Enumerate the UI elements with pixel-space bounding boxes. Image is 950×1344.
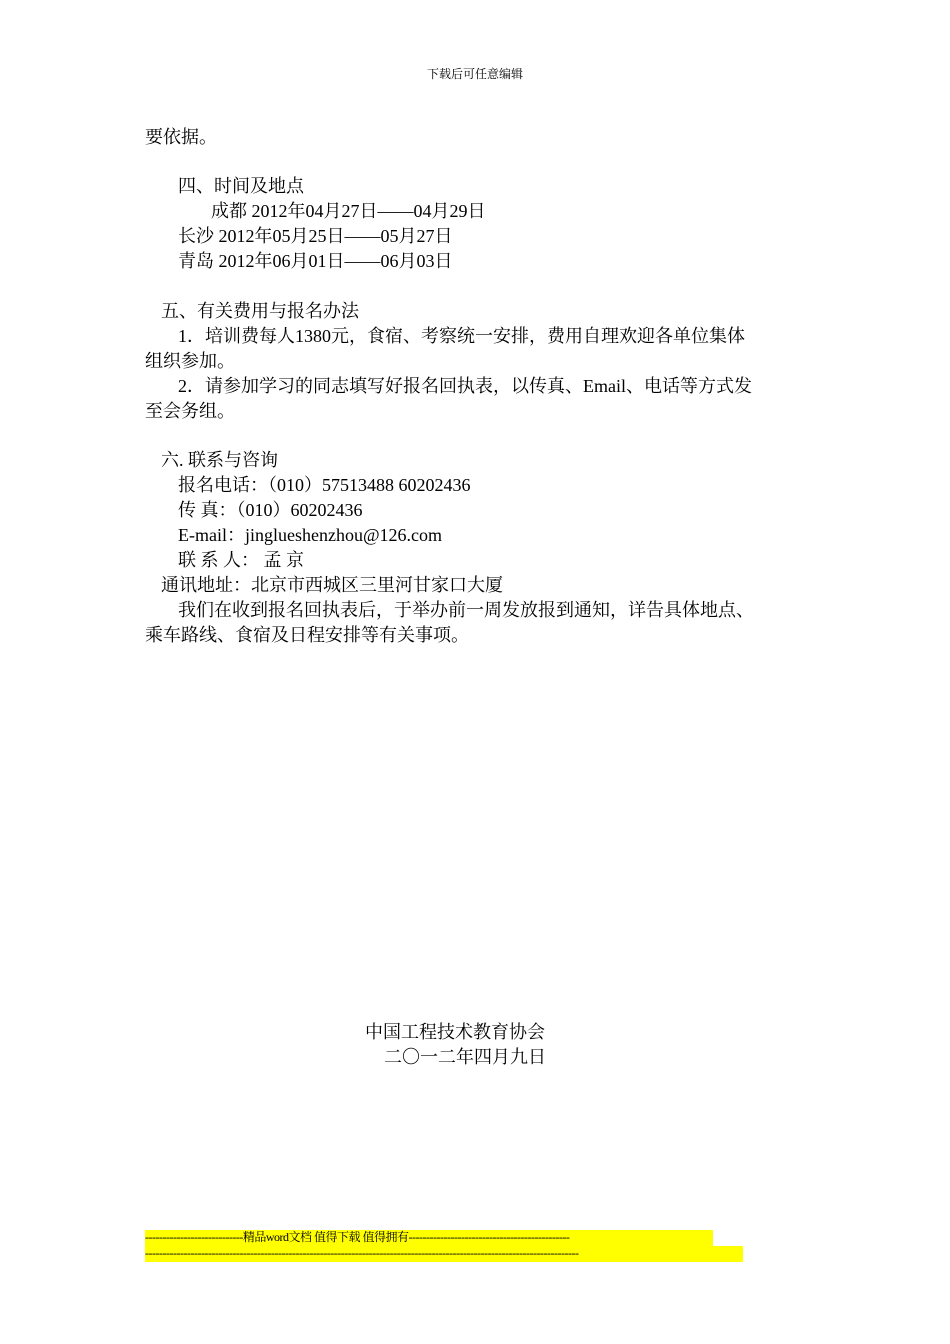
schedule-item-qingdao: 青岛 2012年06月01日——06月03日 xyxy=(178,251,453,271)
fee-paragraph-line1: 1．培训费每人1380元，食宿、考察统一安排，费用自理欢迎各单位集体 xyxy=(178,326,745,346)
footer-banner-line1: ----------------------------精品word文档 值得下载 值得拥有---------------------------------------------- xyxy=(145,1230,713,1246)
fax-number: 传 真：（010）60202436 xyxy=(178,500,363,520)
signature-organization: 中国工程技术教育协会 xyxy=(365,1022,545,1042)
contact-person: 联 系 人： 孟 京 xyxy=(178,550,304,570)
fee-paragraph-line2: 组织参加。 xyxy=(145,351,235,371)
closing-paragraph-line1: 我们在收到报名回执表后，于举办前一周发放报到通知，详告具体地点、 xyxy=(178,600,754,620)
mailing-address: 通讯地址：北京市西城区三里河甘家口大厦 xyxy=(161,575,503,595)
schedule-item-chengdu: 成都 2012年04月27日——04月29日 xyxy=(211,201,486,221)
intro-tail: 要依据。 xyxy=(145,127,217,147)
registration-paragraph-line1: 2．请参加学习的同志填写好报名回执表，以传真、Email、电话等方式发 xyxy=(178,376,752,396)
email-address: E-mail：jinglueshenzhou@126.com xyxy=(178,525,443,545)
footer-banner-line2: ---------------------------------------------------------------------------------------------------------------------------- xyxy=(145,1246,743,1262)
header-note: 下载后可任意编辑 xyxy=(426,67,523,81)
registration-paragraph-line2: 至会务组。 xyxy=(145,401,235,421)
signature-date: 二〇一二年四月九日 xyxy=(384,1047,546,1067)
section6-heading: 六. 联系与咨询 xyxy=(161,450,278,470)
schedule-item-changsha: 长沙 2012年05月25日——05月27日 xyxy=(178,226,453,246)
section5-heading: 五、有关费用与报名办法 xyxy=(161,301,359,321)
section4-heading: 四、时间及地点 xyxy=(178,176,304,196)
registration-phone: 报名电话：（010）57513488 60202436 xyxy=(178,475,471,495)
closing-paragraph-line2: 乘车路线、食宿及日程安排等有关事项。 xyxy=(145,625,469,645)
